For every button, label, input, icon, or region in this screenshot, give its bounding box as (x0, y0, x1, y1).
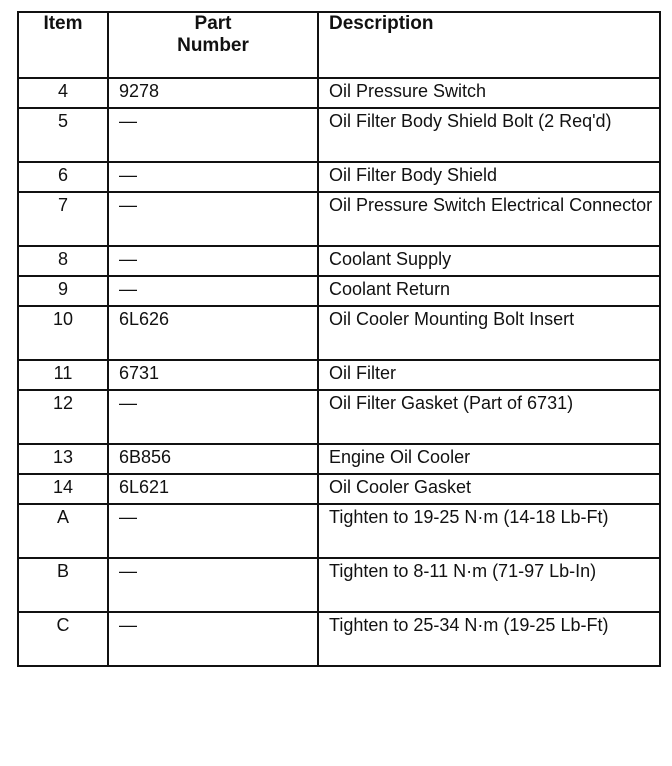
cell-description: Oil Filter Body Shield Bolt (2 Req'd) (318, 108, 660, 162)
table-header (18, 12, 660, 78)
cell-item: 5 (18, 108, 108, 162)
table-body (18, 78, 660, 666)
cell-description: Oil Filter Body Shield (318, 162, 660, 192)
table-row (18, 444, 660, 474)
cell-part-number: 9278 (108, 78, 318, 108)
cell-item: 8 (18, 246, 108, 276)
cell-part-number: — (108, 612, 318, 666)
cell-part-number: 6B856 (108, 444, 318, 474)
cell-item: 14 (18, 474, 108, 504)
cell-item: 6 (18, 162, 108, 192)
table-row (18, 78, 660, 108)
cell-description: Tighten to 19-25 N·m (14-18 Lb-Ft) (318, 504, 660, 558)
header-part-line2: Number (177, 35, 249, 56)
table-row (18, 192, 660, 246)
header-part-number (108, 12, 318, 78)
parts-table (17, 11, 661, 667)
cell-item: C (18, 612, 108, 666)
cell-description: Oil Filter Gasket (Part of 6731) (318, 390, 660, 444)
header-item: Item (18, 12, 108, 78)
cell-item: 13 (18, 444, 108, 474)
cell-item: 7 (18, 192, 108, 246)
header-part-line1: Part (194, 13, 232, 34)
cell-part-number: — (108, 390, 318, 444)
parts-table-container (17, 11, 659, 759)
table-row (18, 306, 660, 360)
table-row (18, 558, 660, 612)
table-row (18, 162, 660, 192)
cell-description: Coolant Supply (318, 246, 660, 276)
cell-description: Oil Pressure Switch (318, 78, 660, 108)
header-description: Description (318, 12, 660, 78)
cell-part-number: — (108, 558, 318, 612)
table-row (18, 474, 660, 504)
cell-description: Oil Cooler Gasket (318, 474, 660, 504)
cell-part-number: — (108, 246, 318, 276)
cell-description: Coolant Return (318, 276, 660, 306)
cell-description: Oil Filter (318, 360, 660, 390)
table-row (18, 246, 660, 276)
table-row (18, 360, 660, 390)
header-row (18, 12, 660, 78)
cell-item: 10 (18, 306, 108, 360)
cell-part-number: — (108, 162, 318, 192)
cell-description: Engine Oil Cooler (318, 444, 660, 474)
cell-part-number: — (108, 192, 318, 246)
table-row (18, 612, 660, 666)
cell-item: 4 (18, 78, 108, 108)
cell-item: 12 (18, 390, 108, 444)
cell-description: Oil Cooler Mounting Bolt Insert (318, 306, 660, 360)
table-row (18, 108, 660, 162)
cell-part-number: 6731 (108, 360, 318, 390)
cell-part-number: — (108, 276, 318, 306)
cell-part-number: — (108, 504, 318, 558)
table-row (18, 276, 660, 306)
table-row (18, 504, 660, 558)
cell-item: 9 (18, 276, 108, 306)
cell-item: A (18, 504, 108, 558)
cell-item: 11 (18, 360, 108, 390)
cell-part-number: — (108, 108, 318, 162)
table-row (18, 390, 660, 444)
cell-part-number: 6L626 (108, 306, 318, 360)
cell-description: Oil Pressure Switch Electrical Connector (318, 192, 660, 246)
cell-description: Tighten to 8-11 N·m (71-97 Lb-In) (318, 558, 660, 612)
cell-item: B (18, 558, 108, 612)
cell-part-number: 6L621 (108, 474, 318, 504)
cell-description: Tighten to 25-34 N·m (19-25 Lb-Ft) (318, 612, 660, 666)
